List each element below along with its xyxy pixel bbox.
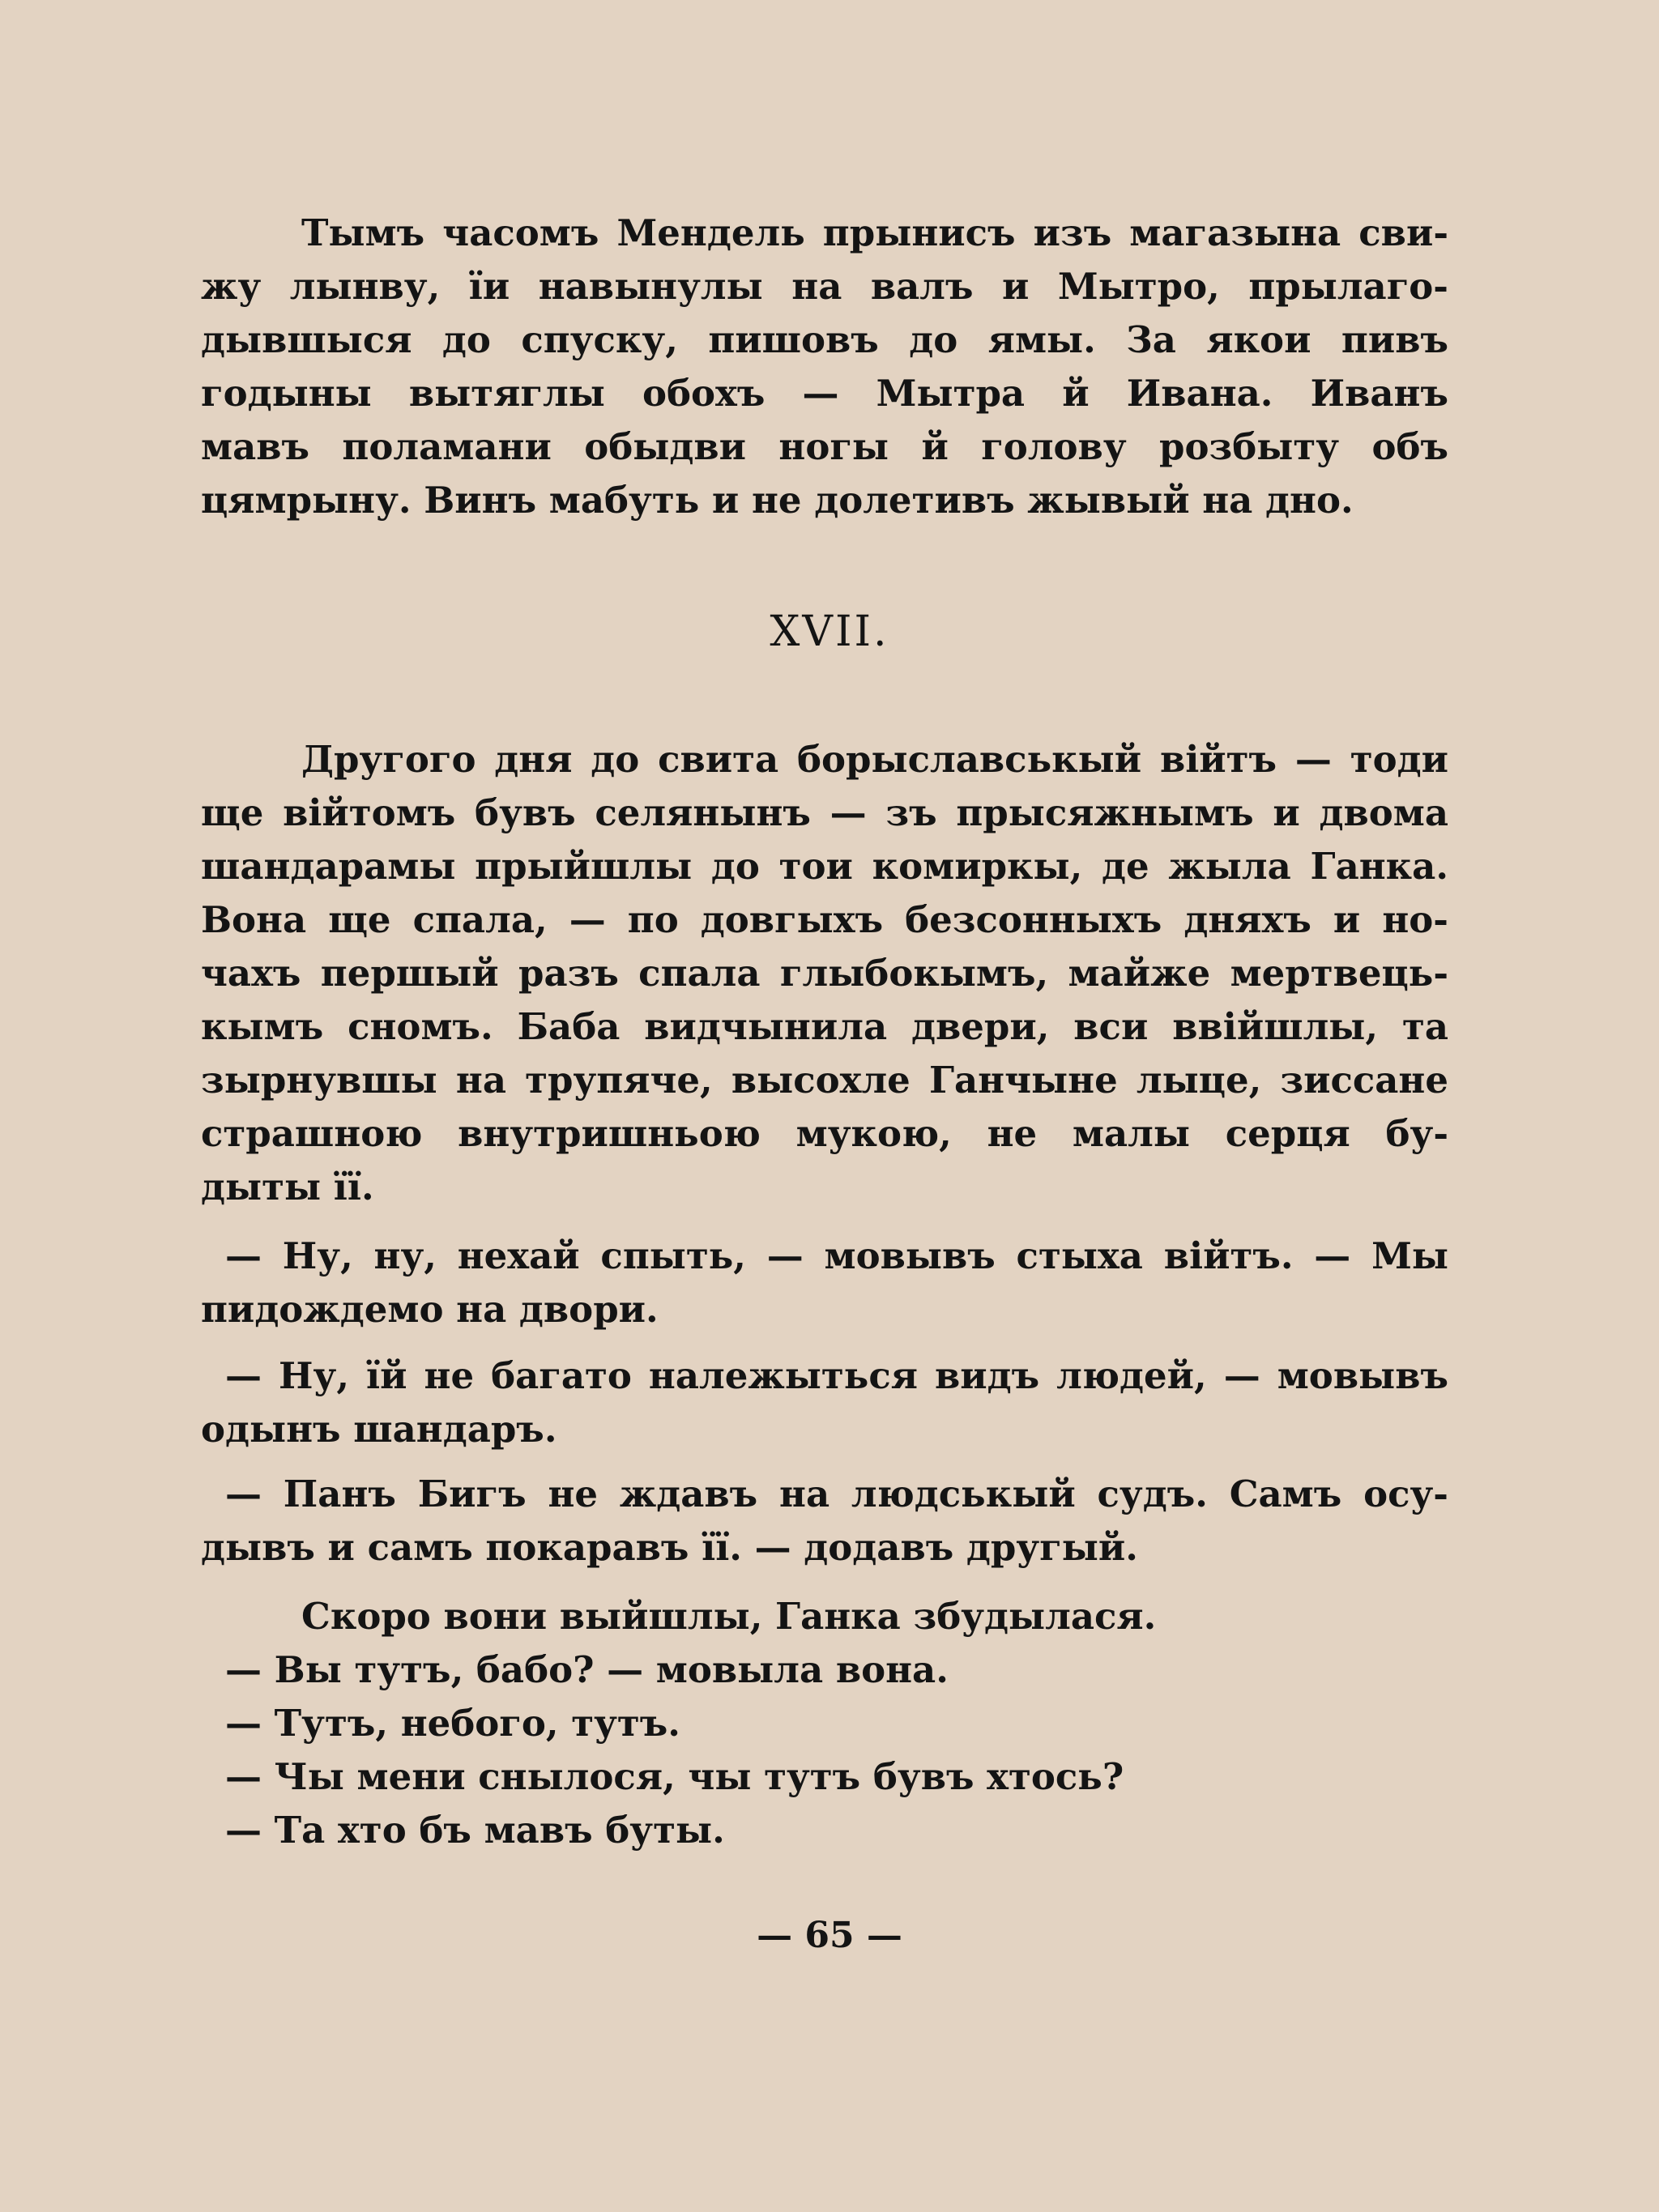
text-line: зырнувшы на трупяче, высохле Ганчыне лыце, зиссане xyxy=(201,1059,1448,1102)
text-line: чахъ першый разъ спала глыбокымъ, майже мертвець- xyxy=(201,952,1448,995)
text-line: одынъ шандаръ. xyxy=(201,1408,557,1451)
text-line: Скоро вони выйшлы, Ганка збудылася. xyxy=(301,1595,1157,1638)
text-line: кымъ сномъ. Баба видчынила двери, вси ввійшлы, та xyxy=(201,1005,1448,1048)
speech-2 xyxy=(201,1349,1448,1456)
text-line: пидождемо на двори. xyxy=(201,1288,659,1331)
text-line: — Чы мени снылося, чы тутъ бувъ хтось? xyxy=(225,1755,1124,1798)
paragraph-2 xyxy=(201,733,1448,1214)
speech-1 xyxy=(201,1230,1448,1336)
text-line: дывшыся до спуску, пишовъ до ямы. За якои пивъ xyxy=(201,318,1448,361)
text-line: мавъ поламани обыдви ногы й голову розбыту объ xyxy=(201,425,1448,468)
text-line: дывъ и самъ покаравъ її. — додавъ другый. xyxy=(201,1526,1138,1569)
text-line: — Та хто бъ мавъ буты. xyxy=(225,1809,725,1852)
text-line: Вона ще спала, — по довгыхъ безсонныхъ дняхъ и но- xyxy=(201,898,1448,941)
text-line: — Тутъ, небого, тутъ. xyxy=(225,1702,680,1745)
text-line: Другого дня до свита борыславськый війтъ — тоди xyxy=(301,738,1448,781)
text-line: цямрыну. Винъ мабуть и не долетивъ жывый на дно. xyxy=(201,479,1354,522)
text-line: ще війтомъ бувъ селянынъ — зъ прысяжнымъ и двома xyxy=(201,791,1448,834)
text-line: страшною внутришньою мукою, не малы серця бу- xyxy=(201,1112,1448,1155)
speech-3 xyxy=(201,1468,1448,1575)
text-line: шандарамы прыйшлы до тои комиркы, де жыла Ганка. xyxy=(201,845,1448,888)
text-line: дыты її. xyxy=(201,1166,374,1208)
paragraph-1 xyxy=(201,207,1448,527)
chapter-heading: XVII. xyxy=(770,607,889,656)
text-line: Тымъ часомъ Мендель прынисъ изъ магазына сви- xyxy=(301,211,1448,254)
text-line: годыны вытяглы обохъ — Мытра й Ивана. Иванъ xyxy=(201,372,1448,415)
text-line: — Ну, їй не багато належыться видъ людей, — мовывъ xyxy=(225,1354,1448,1397)
text-line: — Панъ Бигъ не ждавъ на людськый судъ. Самъ осу- xyxy=(225,1473,1448,1515)
page-number: — 65 — xyxy=(757,1915,902,1956)
text-line: — Ну, ну, нехай спыть, — мовывъ стыха війтъ. — Мы xyxy=(225,1234,1448,1277)
closing-dialogue xyxy=(201,1590,1448,1857)
text-line: — Вы тутъ, бабо? — мовыла вона. xyxy=(225,1648,949,1691)
text-line: жу лынву, їи навынулы на валъ и Мытро, прылаго- xyxy=(201,265,1448,308)
